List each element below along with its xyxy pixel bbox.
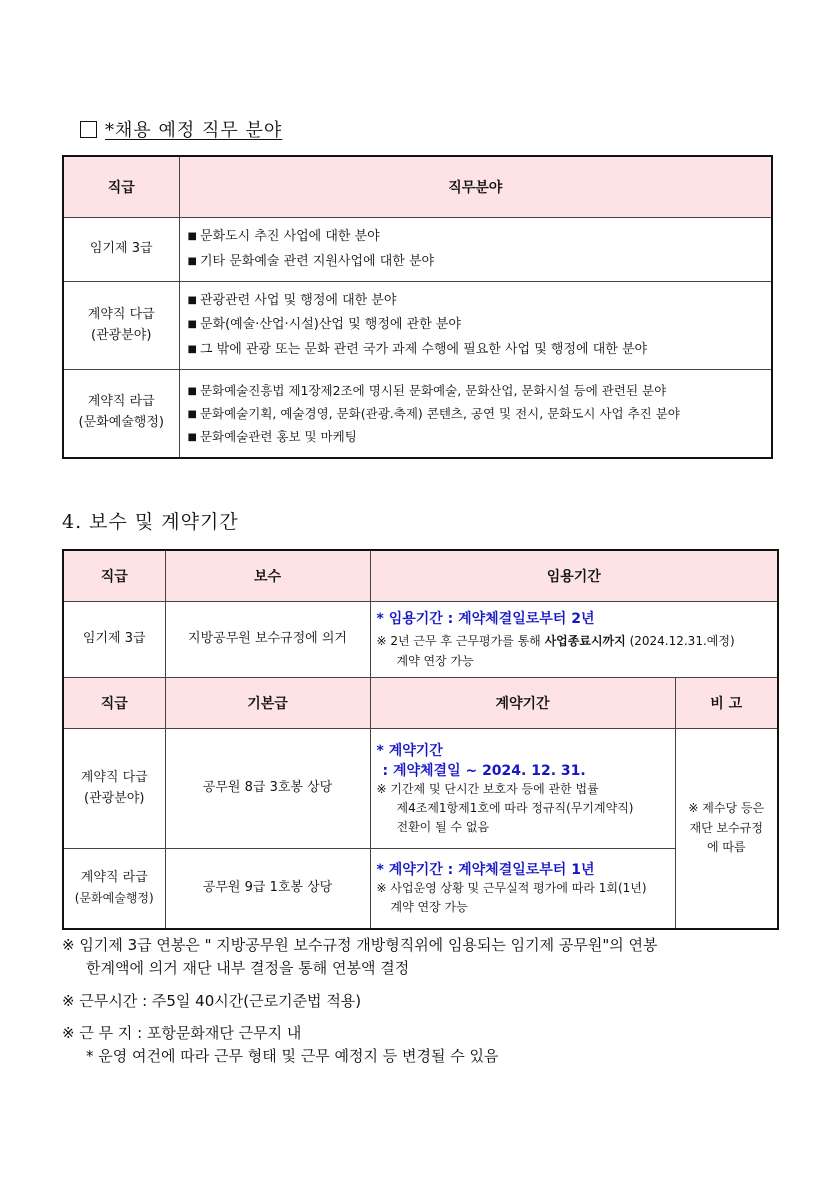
table-row (63, 729, 778, 849)
period-cell: * 계약기간 : 계약체결일 ~ 2024. 12. 31. ※ 기간제 및 단시간 보호자 등에 관한 법률 제4조제1항제1호에 따라 정규직(무기계약직) 전환이 될 수 없음 (370, 729, 675, 849)
checkbox-icon (80, 121, 97, 138)
header-base-pay: 기본급 (165, 678, 370, 729)
header-period: 임용기간 (370, 550, 778, 602)
pay-cell: 지방공무원 보수규정에 의거 (165, 602, 370, 678)
header-grade: 직급 (63, 550, 165, 602)
footnote-change: * 운영 여건에 따라 근무 형태 및 근무 예정지 등 변경될 수 있음 (86, 1047, 499, 1065)
bullet-icon: ■ (187, 319, 197, 331)
section2-title: 4. 보수 및 계약기간 (62, 511, 239, 533)
grade-cell: 계약직 다급 (관광분야) (63, 282, 179, 370)
table-header-row (63, 678, 778, 729)
footnote-hours: ※ 근무시간 : 주5일 40시간(근로기준법 적용) (62, 991, 362, 1010)
footnote-location: ※ 근 무 지 : 포항문화재단 근무지 내 (62, 1023, 302, 1042)
field-items-cell: ■ 문화도시 추진 사업에 대한 분야 ■ 기타 문화예술 관련 지원사업에 대한 분야 (179, 218, 772, 282)
grade-cell: 계약직 다급 (관광분야) (63, 729, 165, 849)
table-row (63, 218, 772, 282)
footnotes: ※ 임기제 3급 연봉은 " 지방공무원 보수규정 개방형직위에 임용되는 임기제 공무원"의 연봉 한계액에 의거 재단 내부 결정을 통해 연봉액 결정 ※ 근무시간 : 주5일 40시간(근로기준법 적용) ※ 근 무 지 : 포항문화재단 근무지 내 * 운영 여건에 따라 근무 형태 및 근무 예정지 등 변경될 수 있음 (62, 934, 792, 1068)
pay-cell: 공무원 8급 3호봉 상당 (165, 729, 370, 849)
field-items-cell: ■ 관광관련 사업 및 행정에 대한 분야 ■ 문화(예술·산업·시설)산업 및 행정에 관한 분야 ■ 그 밖에 관광 또는 문화 관련 국가 과제 수행에 필요한 사업 및 행정에 대한 분야 (179, 282, 772, 370)
period-cell: * 계약기간 : 계약체결일로부터 1년 ※ 사업운영 상황 및 근무실적 평가에 따라 1회(1년) 계약 연장 가능 (370, 849, 675, 929)
table-header-row (63, 550, 778, 602)
header-grade: 직급 (63, 156, 179, 218)
job-field-table (62, 155, 773, 459)
grade-cell: 계약직 라급 (문화예술행정) (63, 849, 165, 929)
period-cell: * 임용기간 : 계약체결일로부터 2년 ※ 2년 근무 후 근무평가를 통해 사업종료시까지 (2024.12.31.예정) 계약 연장 가능 (370, 602, 778, 678)
bullet-icon: ■ (187, 431, 197, 443)
field-items-cell: ■ 문화예술진흥법 제1장제2조에 명시된 문화예술, 문화산업, 문화시설 등에 관련된 분야 ■ 문화예술기획, 예술경영, 문화(관광.축제) 콘텐츠, 공연 및 전시, 문화도시 사업 추진 분야 ■ 문화예술관련 홍보 및 마케팅 (179, 370, 772, 458)
table-row (63, 602, 778, 678)
header-field: 직무분야 (179, 156, 772, 218)
header-contract-period: 계약기간 (370, 678, 675, 729)
pay-cell: 공무원 9급 1호봉 상당 (165, 849, 370, 929)
pay-period-table (62, 549, 779, 930)
section1-title: *채용 예정 직무 분야 (80, 116, 282, 142)
bullet-icon: ■ (187, 255, 197, 267)
table-header-row (63, 156, 772, 218)
bullet-icon: ■ (187, 231, 197, 243)
remarks-cell: ※ 제수당 등은 재단 보수규정 에 따름 (675, 729, 778, 929)
table-row (63, 282, 772, 370)
grade-cell: 임기제 3급 (63, 218, 179, 282)
footnote-salary: ※ 임기제 3급 연봉은 " 지방공무원 보수규정 개방형직위에 임용되는 임기제 공무원"의 연봉 (62, 936, 658, 954)
bullet-icon: ■ (187, 408, 197, 420)
header-grade: 직급 (63, 678, 165, 729)
table-row (63, 849, 778, 929)
header-pay: 보수 (165, 550, 370, 602)
bullet-icon: ■ (187, 295, 197, 307)
header-remarks: 비 고 (675, 678, 778, 729)
grade-cell: 임기제 3급 (63, 602, 165, 678)
bullet-icon: ■ (187, 385, 197, 397)
bullet-icon: ■ (187, 343, 197, 355)
table-row (63, 370, 772, 458)
grade-cell: 계약직 라급 (문화예술행정) (63, 370, 179, 458)
